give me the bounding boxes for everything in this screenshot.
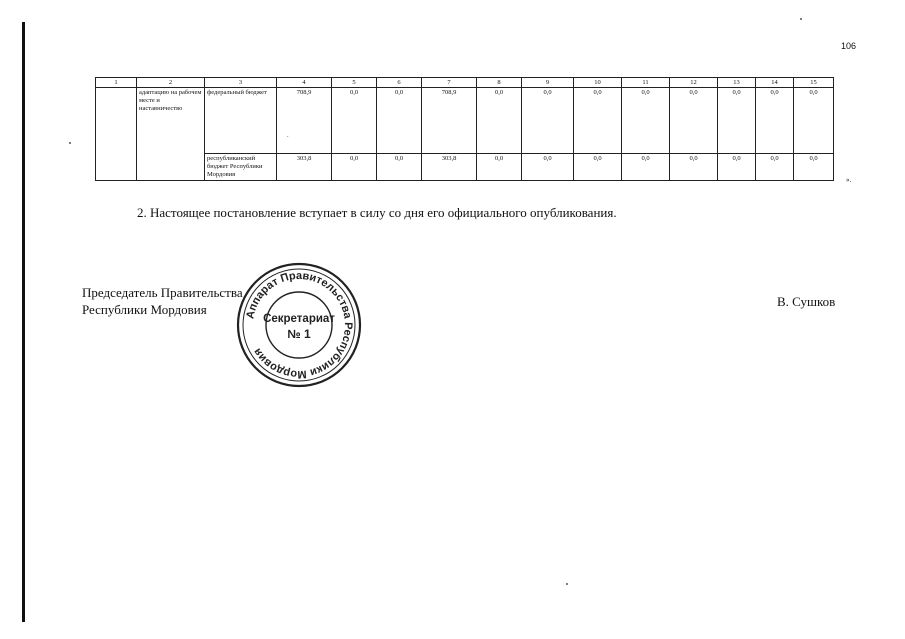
source-label: республиканский бюджет Республики Мордовия [205,154,277,181]
value-cell: 0,0 [574,154,622,181]
signatory-title [82,284,243,318]
seal-ring-text: Аппарат Правительства Республики Мордовия [244,269,355,381]
col-num: 14 [756,78,794,88]
value-cell: 708,9 [422,88,477,154]
col-num: 9 [522,78,574,88]
col-num: 4 [277,78,332,88]
col-num: 10 [574,78,622,88]
table-row-republic [96,154,834,181]
value-cell: 0,0 [477,88,522,154]
source-label: федеральный бюджет [205,88,277,154]
budget-table [95,77,834,181]
column-number-row [96,78,834,88]
col-num: 11 [622,78,670,88]
value: 708,9 [296,89,312,96]
scan-speck [566,583,568,585]
seal-center-line1: Секретариат [263,313,335,325]
col-num: 1 [96,78,137,88]
signatory-title-line1: Председатель Правительства [82,285,243,300]
table-row-federal [96,88,834,154]
value-cell: 0,0 [718,88,756,154]
col-num: 3 [205,78,277,88]
value-cell: 303,8 [422,154,477,181]
col-num: 12 [670,78,718,88]
value-cell: 0,0 [522,154,574,181]
official-seal [236,262,362,388]
scan-edge-bar [22,22,25,622]
value-cell: 0,0 [522,88,574,154]
value-cell: 0,0 [794,154,834,181]
value-cell: 0,0 [670,88,718,154]
empty-cell [96,88,137,181]
scan-speck [800,18,802,20]
table-closing-quote: ». [846,176,852,184]
col-num: 8 [477,78,522,88]
value-cell: 0,0 [622,154,670,181]
value-cell: 0,0 [756,88,794,154]
page-number: 106 [841,41,857,51]
value-cell: 0,0 [670,154,718,181]
value-cell: 303,8 [277,154,332,181]
col-num: 13 [718,78,756,88]
col-num: 2 [137,78,205,88]
value-cell: 0,0 [574,88,622,154]
value-cell: 0,0 [477,154,522,181]
value-cell: 0,0 [756,154,794,181]
value-cell: 0,0 [377,154,422,181]
decree-paragraph: 2. Настоящее постановление вступает в силу со дня его официального опубликования. [137,205,617,220]
col-num: 6 [377,78,422,88]
col-num: 15 [794,78,834,88]
value-cell: 0,0 [622,88,670,154]
scan-speck [69,142,71,144]
col-num: 5 [332,78,377,88]
value-cell: 0,0 [332,88,377,154]
signatory-name: В. Сушков [777,294,836,309]
col-num: 7 [422,78,477,88]
seal-center-line2: № 1 [287,327,311,341]
value-cell: 0,0 [718,154,756,181]
value-cell: 0,0 [377,88,422,154]
value-cell: 0,0 [794,88,834,154]
signatory-title-line2: Республики Мордовия [82,302,207,317]
value-cell [277,88,332,154]
value-cell: 0,0 [332,154,377,181]
stray-mark: . [287,132,289,139]
activity-label: адаптацию на рабочем месте и наставничество [137,88,205,181]
